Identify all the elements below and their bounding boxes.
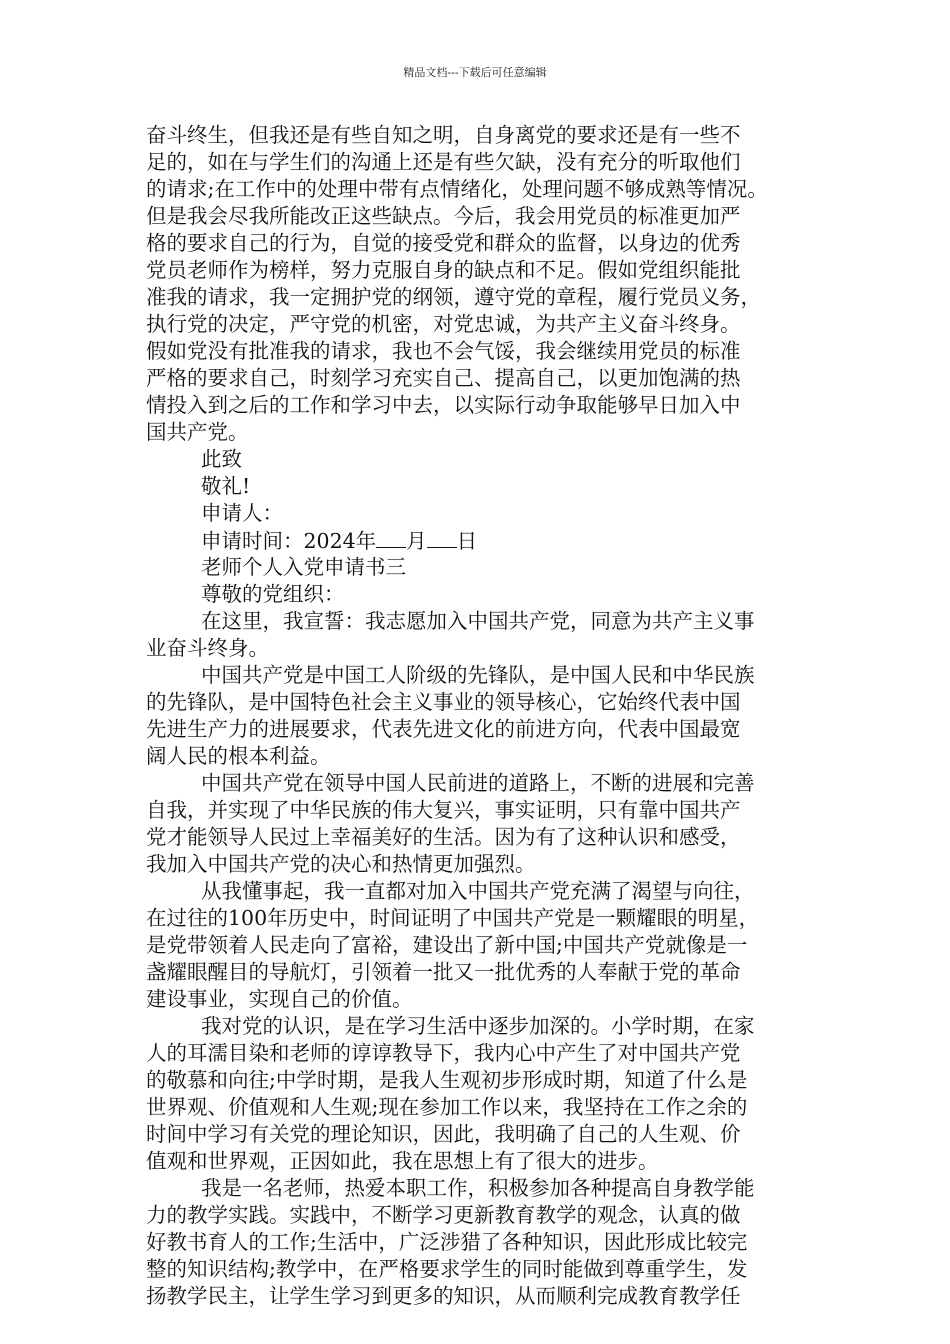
- paragraph-line: 是党带领着人民走向了富裕，建设出了新中国;中国共产党就像是一: [146, 933, 748, 957]
- paragraph-line: 的敬慕和向往;中学时期，是我人生观初步形成时期，知道了什么是: [146, 1068, 748, 1092]
- paragraph-line: 奋斗终生，但我还是有些自知之明，自身离党的要求还是有一些不: [146, 123, 741, 147]
- paragraph-line: 国共产党。: [146, 420, 249, 444]
- letter-closing-section: [146, 122, 812, 500]
- paragraph-line: 值观和世界观，正因如此，我在思想上有了很大的进步。: [146, 1149, 659, 1173]
- paragraph-line: 情投入到之后的工作和学习中去，以实际行动争取能够早日加入中: [146, 393, 741, 417]
- paragraph-line: 业奋斗终身。: [146, 636, 269, 660]
- paragraph-line: 足的，如在与学生们的沟通上还是有些欠缺，没有充分的听取他们: [146, 150, 741, 174]
- document-body: [146, 122, 812, 1310]
- paragraph-line: 盏耀眼醒目的导航灯，引领着一批又一批优秀的人奉献于党的革命: [146, 960, 741, 984]
- paragraph-line: 在过往的100年历史中，时间证明了中国共产党是一颗耀眼的明星，: [146, 906, 760, 930]
- month-blank: [376, 527, 406, 548]
- paragraph-line: 的请求;在工作中的处理中带有点情绪化，处理问题不够成熟等情况。: [146, 177, 768, 201]
- apply-date-prefix: 申请时间：2024年: [201, 529, 377, 553]
- apply-date-line: [146, 527, 812, 554]
- paragraph-line: 敬礼!: [201, 474, 251, 498]
- paragraph-line: 我对党的认识，是在学习生活中逐步加深的。小学时期，在家: [201, 1014, 755, 1038]
- applicant-line: [146, 500, 812, 527]
- paragraph-line: 中国共产党在领导中国人民前进的道路上，不断的进展和完善: [201, 771, 755, 795]
- paragraph-line: 从我懂事起，我一直都对加入中国共产党充满了渴望与向往，: [201, 879, 755, 903]
- paragraph-line: 我是一名老师，热爱本职工作，积极参加各种提高自身教学能: [201, 1176, 755, 1200]
- paragraph-line: 此致: [201, 447, 242, 471]
- paragraph-line: 人的耳濡目染和老师的谆谆教导下，我内心中产生了对中国共产党: [146, 1041, 741, 1065]
- paragraph-line: 党员老师作为榜样，努力克服自身的缺点和不足。假如党组织能批: [146, 258, 741, 282]
- paragraph-line: 党才能领导人民过上幸福美好的生活。因为有了这种认识和感受，: [146, 825, 741, 849]
- paragraph-line: 在这里，我宣誓：我志愿加入中国共产党，同意为共产主义事: [201, 609, 755, 633]
- paragraph-line: 先进生产力的进展要求，代表先进文化的前进方向，代表中国最宽: [146, 717, 741, 741]
- application-letter-three: [146, 554, 812, 1310]
- paragraph-line: 好教书育人的工作;生活中，广泛涉猎了各种知识，因此形成比较完: [146, 1230, 748, 1254]
- paragraph-line: 扬教学民主，让学生学习到更多的知识，从而顺利完成教育教学任: [146, 1284, 741, 1308]
- paragraph-line: 时间中学习有关党的理论知识，因此，我明确了自己的人生观、价: [146, 1122, 741, 1146]
- paragraph-line: 世界观、价值观和人生观;现在参加工作以来，我坚持在工作之余的: [146, 1095, 748, 1119]
- paragraph-line: 我加入中国共产党的决心和热情更加强烈。: [146, 852, 536, 876]
- paragraph-line: 假如党没有批准我的请求，我也不会气馁，我会继续用党员的标准: [146, 339, 741, 363]
- apply-date-month: 月: [406, 529, 427, 553]
- paragraph-line: 整的知识结构;教学中，在严格要求学生的同时能做到尊重学生，发: [146, 1257, 748, 1281]
- paragraph-line: 尊敬的党组织：: [201, 582, 345, 606]
- apply-date-day: 日: [456, 529, 478, 553]
- paragraph-line: 自我，并实现了中华民族的伟大复兴，事实证明，只有靠中国共产: [146, 798, 741, 822]
- page-header: 精品文档---下载后可任意编辑: [403, 66, 547, 79]
- paragraph-line: 执行党的决定，严守党的机密，对党忠诚，为共产主义奋斗终身。: [146, 312, 741, 336]
- paragraph-line: 阔人民的根本利益。: [146, 744, 331, 768]
- paragraph-line: 的先锋队，是中国特色社会主义事业的领导核心，它始终代表中国: [146, 690, 741, 714]
- paragraph-line: 准我的请求，我一定拥护党的纲领，遵守党的章程，履行党员义务，: [146, 285, 761, 309]
- applicant-label: 申请人：: [201, 501, 283, 525]
- day-blank: [427, 527, 457, 548]
- paragraph-line: 老师个人入党申请书三: [201, 555, 406, 579]
- paragraph-line: 格的要求自己的行为，自觉的接受党和群众的监督，以身边的优秀: [146, 231, 741, 255]
- paragraph-line: 但是我会尽我所能改正这些缺点。今后，我会用党员的标准更加严: [146, 204, 741, 228]
- paragraph-line: 力的教学实践。实践中，不断学习更新教育教学的观念，认真的做: [146, 1203, 741, 1227]
- paragraph-line: 建设事业，实现自己的价值。: [146, 987, 413, 1011]
- paragraph-line: 中国共产党是中国工人阶级的先锋队，是中国人民和中华民族: [201, 663, 755, 687]
- paragraph-line: 严格的要求自己，时刻学习充实自己、提高自己，以更加饱满的热: [146, 366, 741, 390]
